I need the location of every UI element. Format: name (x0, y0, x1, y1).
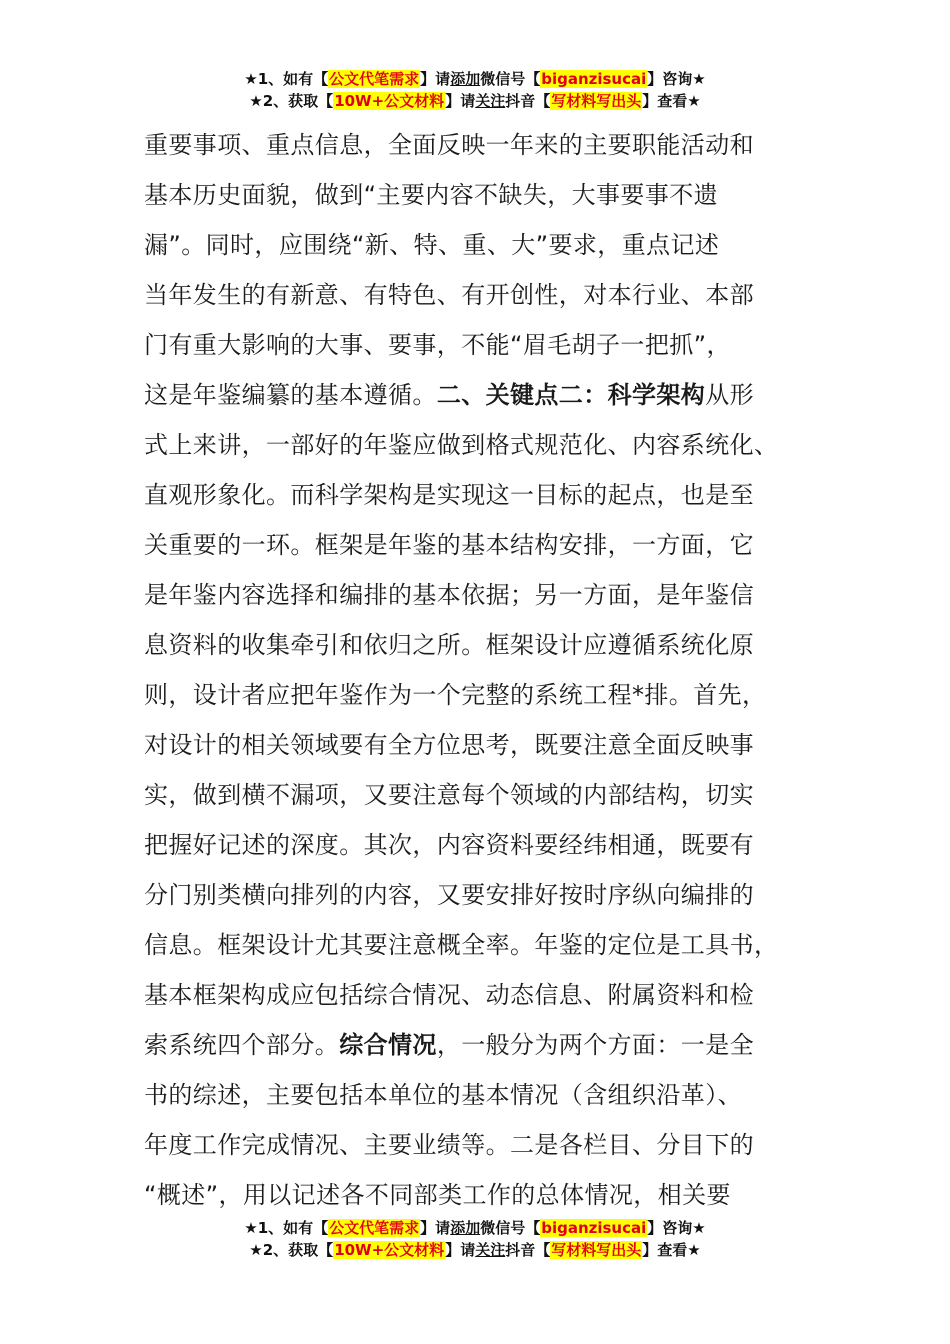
document-body (144, 120, 809, 1220)
highlight-service: 公文代笔需求 (329, 1219, 420, 1237)
text-line: 基本历史面貌，做到“主要内容不缺失，大事要事不遗 (144, 181, 719, 209)
text-line: 则，设计者应把年鉴作为一个完整的系统工程*排。首先， (144, 681, 767, 709)
text-line: 年度工作完成情况、主要业绩等。二是各栏目、分目下的 (144, 1131, 754, 1159)
text-line: 这是年鉴编纂的基本遵循。二、关键点二：科学架构从形 (144, 381, 755, 409)
text-line: 关重要的一环。框架是年鉴的基本结构安排，一方面，它 (144, 531, 754, 559)
text-line: 把握好记述的深度。其次，内容资料要经纬相通，既要有 (144, 831, 754, 859)
banner-line-1: ★1、如有【公文代笔需求】请添加微信号【biganzisucai】咨询★ (244, 1219, 706, 1237)
text-line: 当年发生的有新意、有特色、有开创性，对本行业、本部 (144, 281, 754, 309)
highlight-materials: 10W+公文材料 (334, 92, 445, 110)
text-line: 是年鉴内容选择和编排的基本依据；另一方面，是年鉴信 (144, 581, 754, 609)
text-line: 基本框架构成应包括综合情况、动态信息、附属资料和检 (144, 981, 754, 1009)
text-line: 信息。框架设计尤其要注意概全率。年鉴的定位是工具书， (144, 931, 779, 959)
highlight-wechat-id: biganzisucai (541, 1219, 647, 1237)
text-line: 息资料的收集牵引和依归之所。框架设计应遵循系统化原 (144, 631, 754, 659)
highlight-service: 公文代笔需求 (329, 70, 420, 88)
text-line: 分门别类横向排列的内容，又要安排好按时序纵向编排的 (144, 881, 754, 909)
text-line: “概述”，用以记述各不同部类工作的总体情况，相关要 (144, 1181, 731, 1209)
highlight-douyin: 写材料写出头 (551, 92, 642, 110)
text-line: 实，做到横不漏项，又要注意每个领域的内部结构，切实 (144, 781, 754, 809)
text-line: 书的综述，主要包括本单位的基本情况（含组织沿革）、 (144, 1081, 742, 1109)
text-line: 重要事项、重点信息，全面反映一年来的主要职能活动和 (144, 131, 754, 159)
text-line: 对设计的相关领域要有全方位思考，既要注意全面反映事 (144, 731, 754, 759)
subheading-bold: 综合情况 (339, 1031, 437, 1059)
banner-line-1: ★1、如有【公文代笔需求】请添加微信号【biganzisucai】咨询★ (244, 70, 706, 88)
text-line: 漏”。同时，应围绕“新、特、重、大”要求，重点记述 (144, 231, 720, 259)
banner-line-2: ★2、获取【10W+公文材料】请关注抖音【写材料写出头】查看★ (249, 1241, 701, 1259)
footer-banner (0, 1217, 950, 1261)
highlight-douyin: 写材料写出头 (551, 1241, 642, 1259)
text-line: 索系统四个部分。综合情况，一般分为两个方面：一是全 (144, 1031, 755, 1059)
header-banner (0, 68, 950, 112)
text-line: 式上来讲，一部好的年鉴应做到格式规范化、内容系统化、 (144, 431, 779, 459)
highlight-materials: 10W+公文材料 (334, 1241, 445, 1259)
banner-line-2: ★2、获取【10W+公文材料】请关注抖音【写材料写出头】查看★ (249, 92, 701, 110)
section-heading: 二、关键点二：科学架构 (436, 381, 706, 409)
text-line: 门有重大影响的大事、要事，不能“眉毛胡子一把抓”， (144, 331, 731, 359)
highlight-wechat-id: biganzisucai (541, 70, 647, 88)
text-line: 直观形象化。而科学架构是实现这一目标的起点，也是至 (144, 481, 754, 509)
